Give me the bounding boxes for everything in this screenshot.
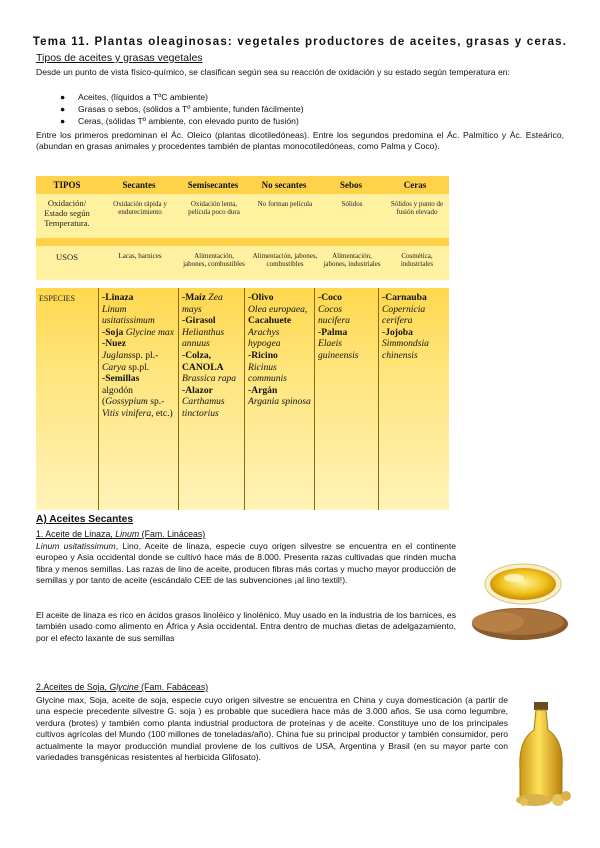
- column-divider: [314, 288, 315, 510]
- cell-usos-ceras: Cosmética, industriales: [400, 252, 434, 269]
- cell-oxidacion-ceras: Sólidos y punto de fusión elevado: [390, 200, 444, 217]
- header-ceras: Ceras: [403, 180, 427, 190]
- species-palma: -Palma: [318, 326, 348, 338]
- species-column-semisecantes: -Maíz Zea mays -Girasol Helianthus annuus -Colza, CANOLA Brassica rapa -Alazor Carthamus tinctorius: [182, 292, 237, 419]
- soy-oil-bottle-image: [512, 700, 576, 808]
- species-linaza: -Linaza: [102, 292, 134, 303]
- species-vitis-sci: Vitis vinifera,: [102, 407, 154, 419]
- species-nuez: -Nuez: [102, 338, 126, 350]
- species-maiz: -Maíz: [182, 292, 206, 303]
- species-column-secantes: -Linaza Linum usitatissimum -Soja Glycine max -Nuez Juglanssp. pl.- Carya sp.pl. -Semillas algodón (Gossypium sp.- Vitis vinifera, etc.): [102, 292, 174, 419]
- row-label-oxidacion: Oxidación/ Estado según Temperatura.: [44, 198, 90, 228]
- species-colza: -Colza,: [182, 349, 212, 361]
- paragraph-linaza: Linum usitatissimum, Lino, Aceite de linaza, especie cuyo origen silvestre se encuentra en el continente europeo y Asia occidental donde se cultivó hace más de 8.000. Presenta razas cultivadas que rinden mucha fibra y menos semillas. Las razas de lino de aceite, producen fibras más cortas y mucho mayor producción de semillas y por tanto de aceite (escándalo CEE de las subvenciones ¡al lino textil!).: [36, 541, 457, 586]
- paragraph-acids: Entre los primeros predominan el Ác. Oleico (plantas dicotiledóneas). Entre los segundos predomina el Ác. Palmítico y Ác. Esteárico, (abundan en grasas animales y procedentes también de plantas monocotiledóneas, como Palma y Coco).: [36, 130, 564, 152]
- species-soja-sci: Glycine max: [125, 326, 174, 338]
- row-label-especies: ESPECIES: [39, 294, 76, 303]
- cell-usos-sebos: Alimentación, jabones, industriales: [323, 252, 381, 269]
- cell-usos-nosecantes: Alimentación, jabones, combustibles: [252, 252, 318, 269]
- column-divider: [378, 288, 379, 510]
- species-girasol: -Girasol: [182, 315, 216, 327]
- species-soja: -Soja: [102, 326, 124, 338]
- cell-usos-secantes: Lacas, barnices: [118, 252, 162, 260]
- column-divider: [98, 288, 99, 510]
- section-heading-secantes: A) Aceites Secantes: [36, 514, 134, 525]
- species-carya-sci: Carya: [102, 361, 126, 373]
- section-subtitle: Tipos de aceites y grasas vegetales: [36, 52, 203, 64]
- classification-table: [36, 176, 449, 510]
- species-semillas: -Semillas: [102, 373, 140, 385]
- species-olivo: -Olivo: [248, 292, 274, 303]
- species-column-nosecantes: -Olivo Olea europaea, Cacahuete Arachys hypogea -Ricino Ricinus communis -Argán Argania spinosa: [248, 292, 311, 408]
- bullet-item: ● Grasas o sebos, (sólidos a Tº ambiente, funden fácilmente): [60, 104, 304, 114]
- cell-oxidacion-secantes: Oxidación rápida y endurecimiento: [113, 200, 167, 217]
- species-coco: -Coco: [318, 292, 342, 303]
- page-title: Tema 11. Plantas oleaginosas: vegetales productores de aceites, grasas y ceras.: [32, 36, 568, 48]
- species-nuez-sci: Juglans: [102, 349, 132, 361]
- column-divider: [244, 288, 245, 510]
- table-separator: [36, 238, 449, 246]
- cell-oxidacion-nosecantes: No forman película: [257, 200, 313, 208]
- species-cacahuete: Cacahuete: [248, 315, 292, 327]
- paragraph-linaza-2: El aceite de linaza es rico en ácidos grasos linoléico y linolénico. Muy usado en la industria de los barnices, es también usado como alimento en África y Asia occidental. Entra dentro de muchas dietas de adelgazamiento, por el efecto laxante de sus semillas: [36, 610, 456, 643]
- species-column-ceras: -Carnauba Copernicia cerifera -Jojoba Simmondsia chinensis: [382, 292, 429, 361]
- cell-usos-semisecantes: Alimentación, jabones, combustibles: [183, 252, 245, 269]
- bullet-item: ● Aceites, (líquidos a TºC ambiente): [60, 92, 209, 102]
- species-gossypium-sci: Gossypium: [105, 396, 148, 408]
- column-divider: [178, 288, 179, 510]
- linseed-oil-image: [468, 548, 572, 644]
- header-no-secantes: No secantes: [261, 180, 307, 190]
- species-column-sebos: -Coco Cocos nucifera -Palma Elaeis guineensis: [318, 292, 359, 361]
- cell-oxidacion-sebos: Sólidos: [341, 200, 363, 208]
- table-gap: [36, 280, 449, 288]
- header-tipos: TIPOS: [53, 180, 81, 190]
- cell-oxidacion-semisecantes: Oxidación lenta, película poco dura: [188, 200, 240, 217]
- species-argan: -Argán: [248, 384, 278, 396]
- row-label-usos: USOS: [56, 252, 78, 262]
- paragraph-soja: Glycine max, Soja, aceite de soja, especie cuyo origen silvestre se encuentra en China y cuya domesticación (a partir de una especie precedente silvestre G. soja ) es probable que sucediera hace más de 3.000 años. Se usa como legumbre, verdura (brotes) y también como planta industrial productora de proteínas y de aceite. Constituye uno de los principales cultivos agrícolas del Mundo (100 millones de toneladas/año). China fue su principal productor y también consumidor, pero actualmente la mayor producción mundial proviene de los cultivos de USA, Argentina y Brasil (en su mayor parte con variedades transgénicas resistentes al herbicida Glifosato).: [36, 695, 508, 763]
- header-semisecantes: Semisecantes: [187, 180, 239, 190]
- species-ricino: -Ricino: [248, 349, 278, 361]
- species-linaza-sci: Linum usitatissimum: [102, 303, 155, 327]
- species-alazor: -Alazor: [182, 384, 213, 396]
- species-carnauba: -Carnauba: [382, 292, 427, 303]
- subheading-linaza: 1. Aceite de Linaza, Linum (Fam. Lináceas): [36, 529, 206, 539]
- header-secantes: Secantes: [122, 180, 156, 190]
- intro-paragraph: Desde un punto de vista físico-químico, se clasifican según sea su reacción de oxidación y su estado según temperatura en:: [36, 67, 510, 77]
- subheading-soja: 2.Aceites de Soja, Glycine (Fam. Fabáceas): [36, 682, 209, 692]
- bullet-item: ● Ceras, (sólidas Tº ambiente, con elevado punto de fusión): [60, 116, 299, 126]
- header-sebos: Sebos: [339, 180, 362, 190]
- species-jojoba: -Jojoba: [382, 326, 413, 338]
